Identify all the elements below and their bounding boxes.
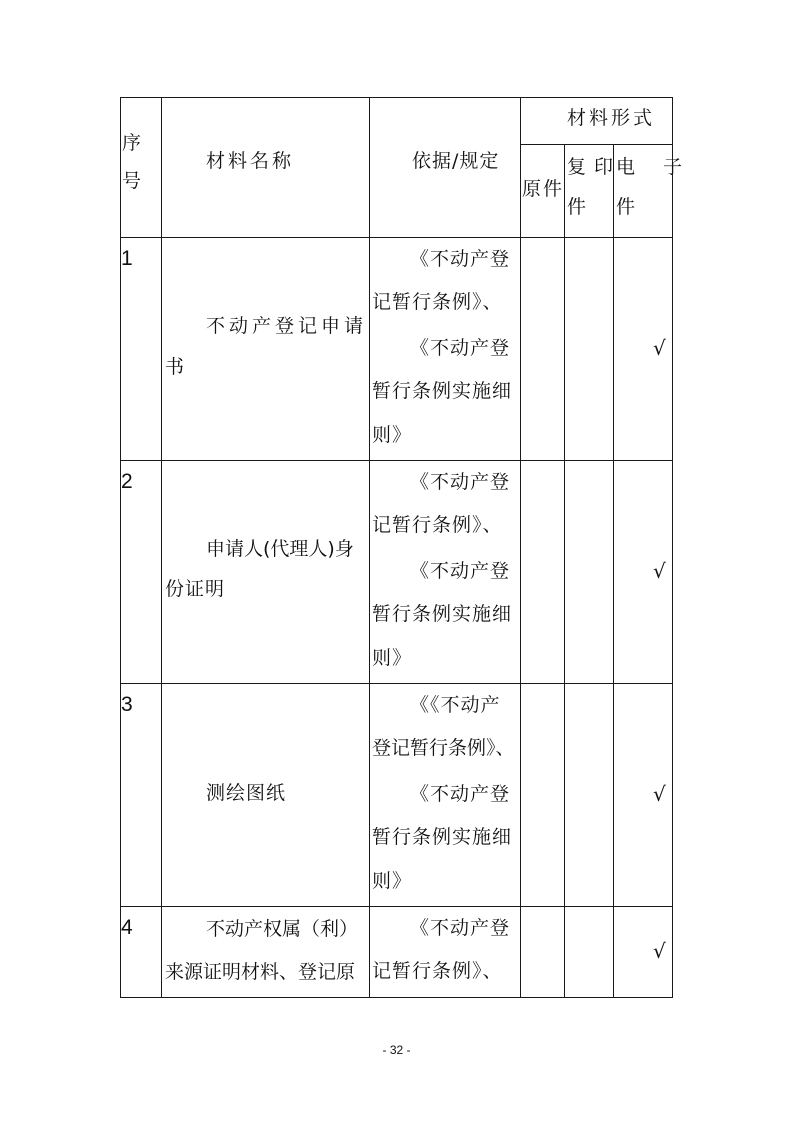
table-border-right [672, 97, 673, 998]
header-material-form: 材料形式 [567, 107, 656, 129]
table-rule-subheader [520, 144, 673, 145]
table-rule-col2 [369, 97, 370, 998]
row-1-basis-line-2: 记暂行条例》、 [372, 291, 503, 313]
row-2-name-line-2: 份证明 [165, 578, 226, 600]
row-1-basis-line-1: 《不动产登 [410, 248, 511, 270]
row-3-electronic-check: √ [653, 782, 666, 806]
row-2-basis-line-4: 暂行条例实施细 [372, 603, 513, 625]
row-4-electronic-check: √ [653, 939, 666, 963]
row-4-name-line-2: 来源证明材料、登记原 [165, 961, 356, 983]
row-1-name-line-1: 不动产登记申请 [206, 315, 368, 337]
header-electronic-line-1: 电 子 [616, 156, 684, 178]
header-material-name: 材料名称 [206, 150, 295, 172]
row-2-basis-line-2: 记暂行条例》、 [372, 514, 503, 536]
table-rule-col1 [161, 97, 162, 998]
table-rule-row3-bottom [120, 906, 673, 907]
row-3-name-line-1: 测绘图纸 [206, 782, 287, 804]
page-number: - 32 - [382, 1043, 411, 1057]
row-2-basis-line-5: 则》 [372, 647, 413, 669]
row-3-number: 3 [121, 693, 133, 716]
row-2-electronic-check: √ [653, 559, 666, 583]
table-border-left [120, 97, 121, 998]
row-1-electronic-check: √ [653, 336, 666, 360]
table-rule-row1-bottom [120, 460, 673, 461]
row-1-name-line-2: 书 [165, 356, 186, 378]
row-1-basis-line-5: 则》 [372, 424, 413, 446]
row-3-basis-line-2: 登记暂行条例》、 [372, 737, 515, 759]
table-border-top [120, 97, 673, 98]
header-electronic-line-2: 件 [616, 196, 637, 218]
row-4-basis-line-1: 《不动产登 [410, 917, 511, 939]
header-seq-char-2: 号 [122, 170, 143, 192]
table-rule-header-bottom [120, 237, 673, 238]
row-1-basis-line-3: 《不动产登 [410, 337, 511, 359]
row-4-basis-line-2: 记暂行条例》、 [372, 960, 503, 982]
row-3-basis-line-4: 暂行条例实施细 [372, 826, 513, 848]
row-1-number: 1 [121, 247, 133, 270]
row-2-basis-line-1: 《不动产登 [410, 471, 511, 493]
row-3-basis-line-1: 《《不动产 [410, 694, 501, 716]
table-rule-row2-bottom [120, 683, 673, 684]
row-2-basis-line-3: 《不动产登 [410, 560, 511, 582]
header-copy-line-1: 复 印 [567, 156, 615, 178]
row-2-name-line-1: 申请人(代理人)身 [206, 538, 354, 560]
row-3-basis-line-5: 则》 [372, 870, 413, 892]
table-rule-col5 [613, 144, 614, 998]
table-rule-col3 [520, 97, 521, 998]
table-rule-col4 [564, 144, 565, 998]
header-seq-char-1: 序 [122, 132, 143, 154]
row-4-name-line-1: 不动产权属（利） [206, 918, 359, 940]
row-2-number: 2 [121, 470, 133, 493]
row-1-basis-line-4: 暂行条例实施细 [372, 380, 513, 402]
header-original: 原件 [522, 178, 565, 200]
header-basis: 依据/规定 [412, 150, 500, 172]
row-4-number: 4 [121, 916, 133, 939]
header-copy-line-2: 件 [567, 196, 588, 218]
row-3-basis-line-3: 《不动产登 [410, 783, 511, 805]
table-border-bottom [120, 997, 673, 998]
